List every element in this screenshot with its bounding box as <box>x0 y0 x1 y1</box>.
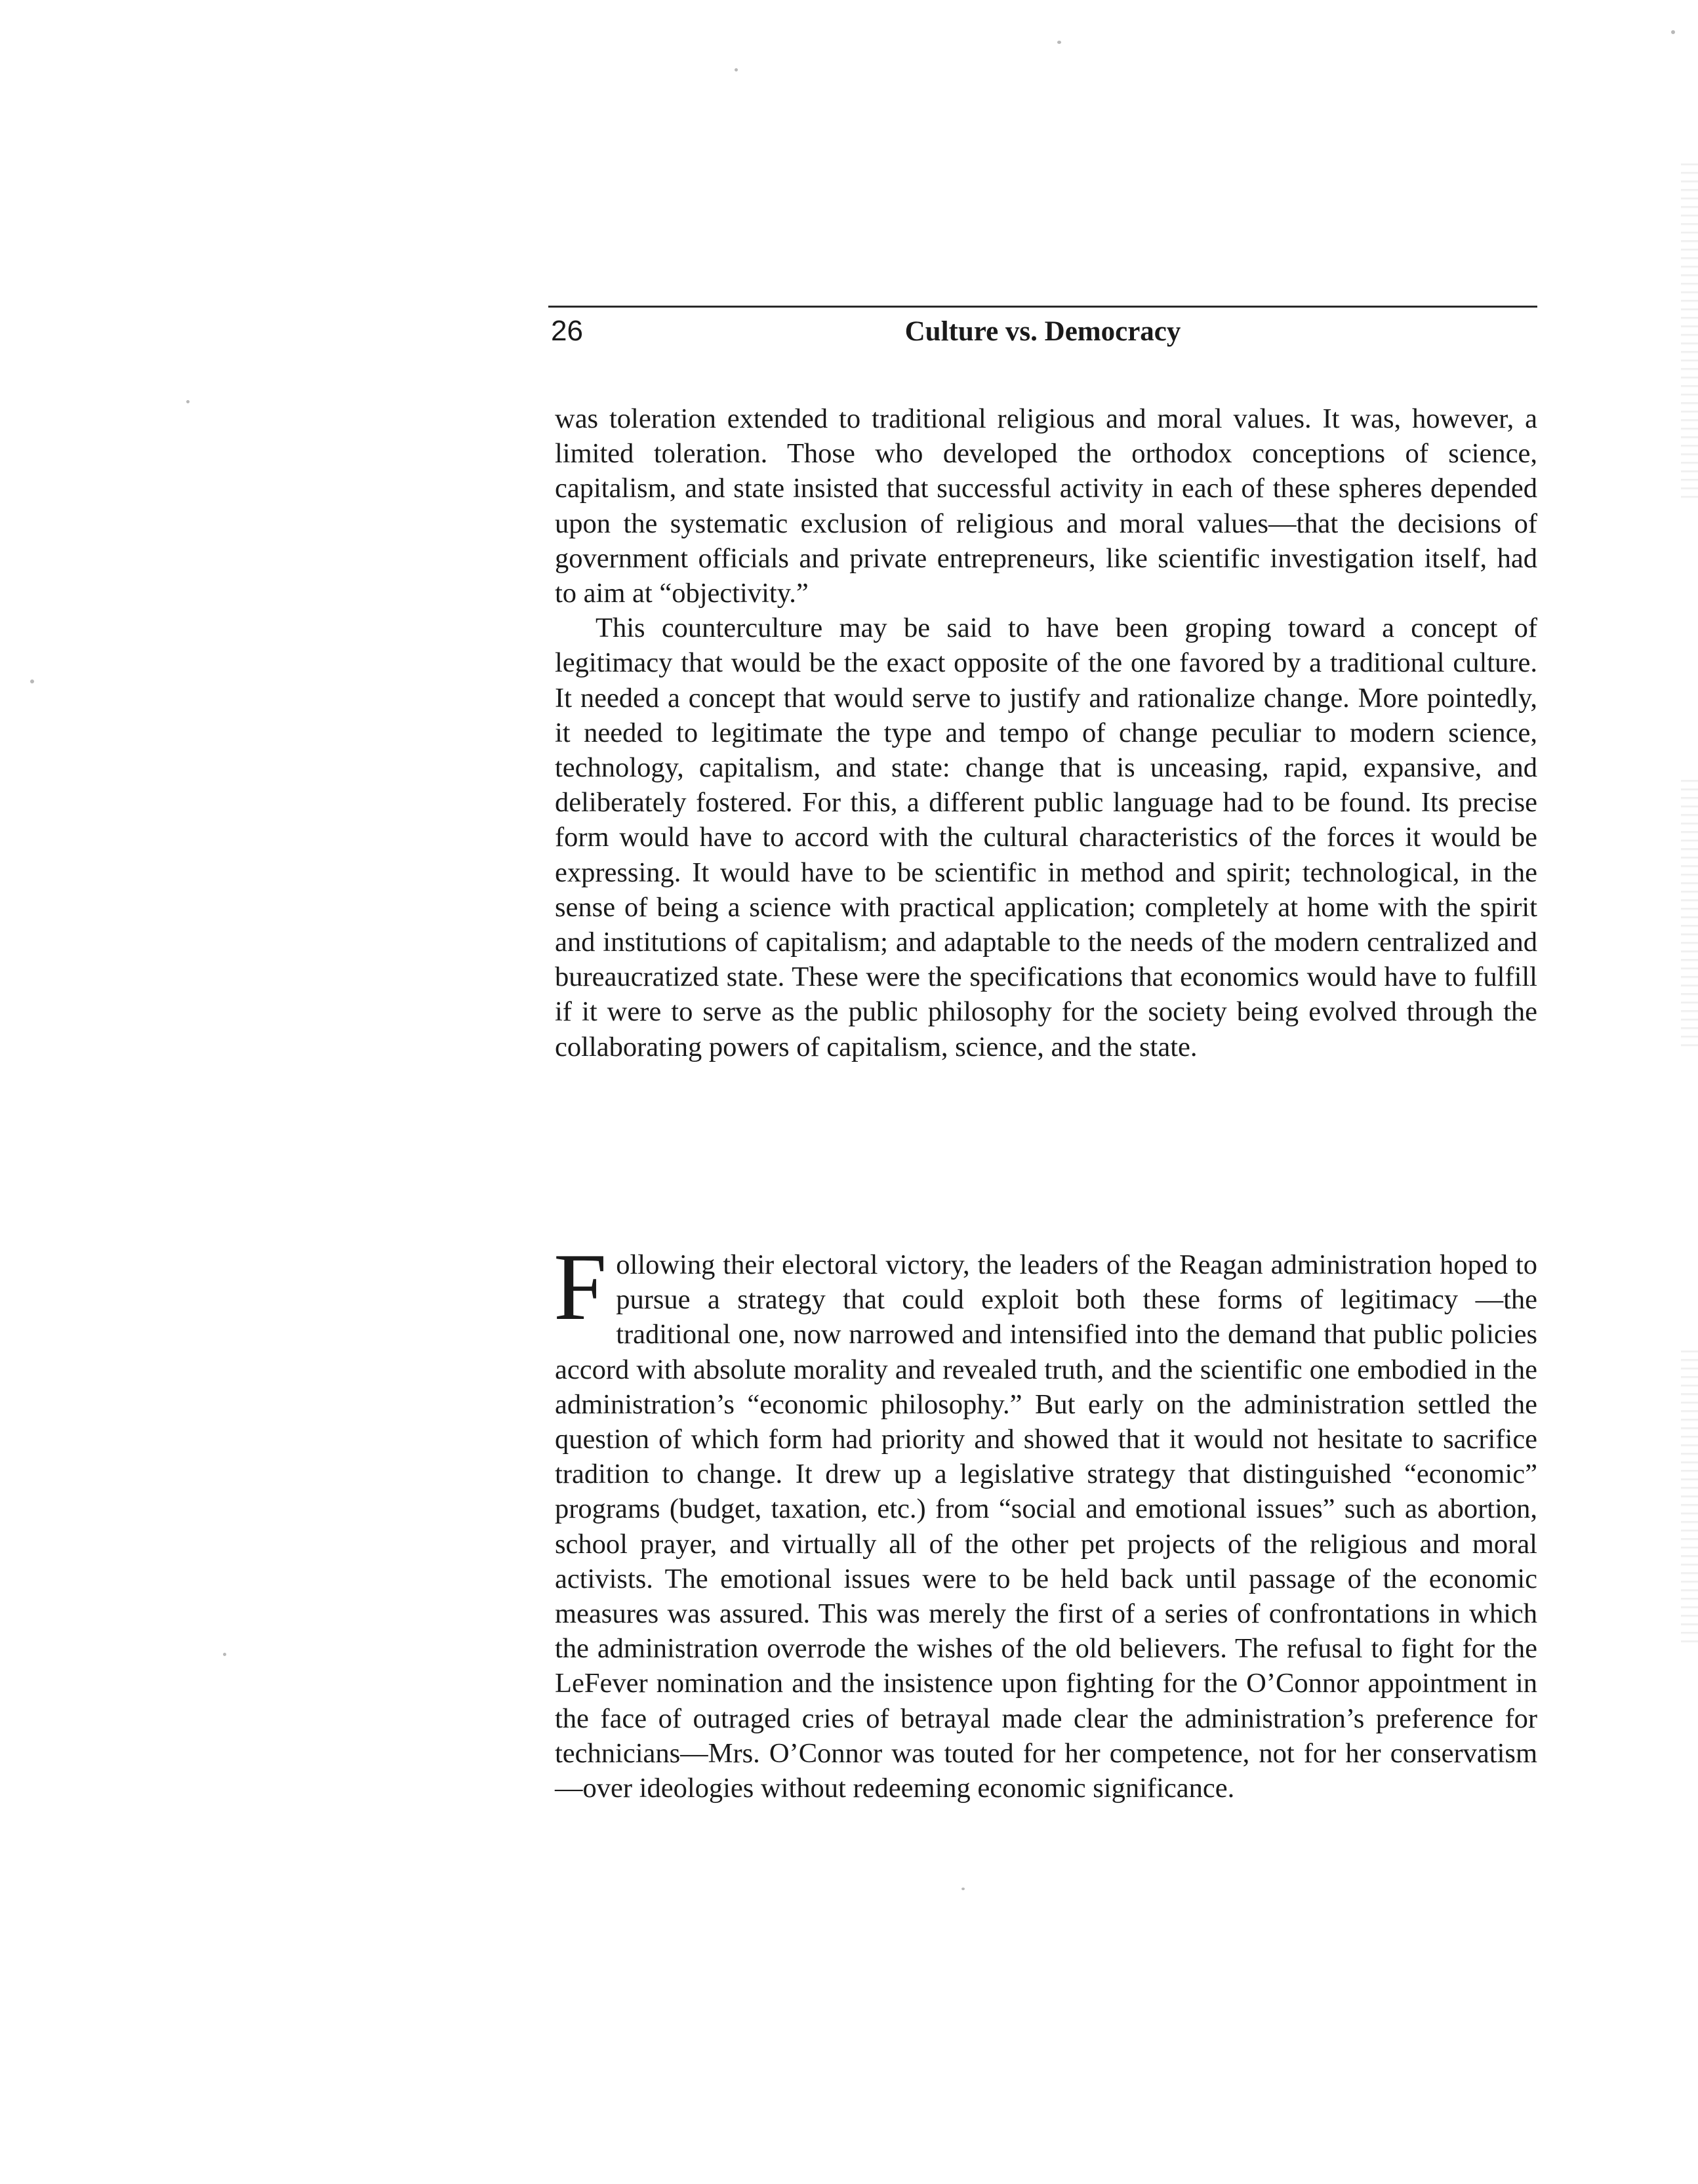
scan-speck <box>735 68 738 71</box>
section-2-body <box>554 1234 1537 1806</box>
book-title: Culture vs. Democracy <box>904 316 1181 347</box>
scan-speck <box>30 679 34 683</box>
scan-speck <box>186 400 190 403</box>
paragraph-reagan-administration: ollowing their electoral victory, the leaders of the Reagan administration hoped to pursue a strategy that could exploit both these forms of legitimacy —the traditional one, now narrowed and intensified into the demand that public policies accord with absolute morality and revealed truth, and the scientific one embodied in the administration’s “economic philosophy.” But early on the administration settled the question of which form had priority and showed that it would not hesitate to sacrifice tradition to change. It drew up a legislative strategy that distinguished “economic” programs (budget, taxation, etc.) from “social and emotional issues” such as abortion, school prayer, and virtually all of the other pet projects of the religious and moral activists. The emotional issues were to be held back until passage of the economic measures was assured. This was merely the first of a series of confrontations in which the administration overrode the wishes of the old believers. The refusal to fight for the LeFever nomination and the insistence upon fighting for the O’Connor appointment in the face of outraged cries of betrayal made clear the administration’s preference for technicians—Mrs. O’Connor was touted for her competence, not for her conservatism—over ideologies without redeeming economic significance. <box>555 1249 1537 1804</box>
drop-cap: F <box>554 1234 607 1340</box>
scan-speck <box>1057 41 1061 44</box>
section-1-body <box>555 401 1537 1064</box>
scan-edge-artifact <box>1681 157 1698 498</box>
scan-edge-artifact <box>1681 1345 1698 1646</box>
scan-speck <box>961 1888 965 1890</box>
paragraph-counterculture: This counterculture may be said to have been groping toward a concept of legitimacy that would be the exact opposite of the one favored by a traditional culture. It needed a concept that would serve to justify and rationalize change. More pointedly, it needed to legitimate the type and tempo of change peculiar to modern science, technology, capitalism, and state: change that is unceasing, rapid, expansive, and deliberately fostered. For this, a different public language had to be found. Its precise form would have to accord with the cultural characteristics of the forces it would be expressing. It would have to be scientific in method and spirit; technological, in the sense of being a science with practical application; completely at home with the spirit and institutions of capitalism; and adaptable to the needs of the modern centralized and bureaucratized state. These were the specifications that economics would have to fulfill if it were to serve as the public philosophy for the society being evolved through the collaborating powers of capitalism, science, and the state. <box>555 613 1537 1062</box>
running-head <box>548 306 1537 348</box>
paragraph-continued: was toleration extended to traditional religious and moral values. It was, however, a limited toleration. Those who developed the orthodox conceptions of science, capitalism, and state insisted that successful activity in each of these spheres depended upon the systematic exclusion of religious and moral values—that the decisions of government officials and private entrepreneurs, like scientific investigation itself, had to aim at “objectivity.” <box>555 403 1537 609</box>
scan-edge-artifact <box>1681 774 1698 1049</box>
scan-speck <box>1671 30 1675 34</box>
scan-speck <box>223 1653 226 1656</box>
page-number: 26 <box>551 315 583 347</box>
